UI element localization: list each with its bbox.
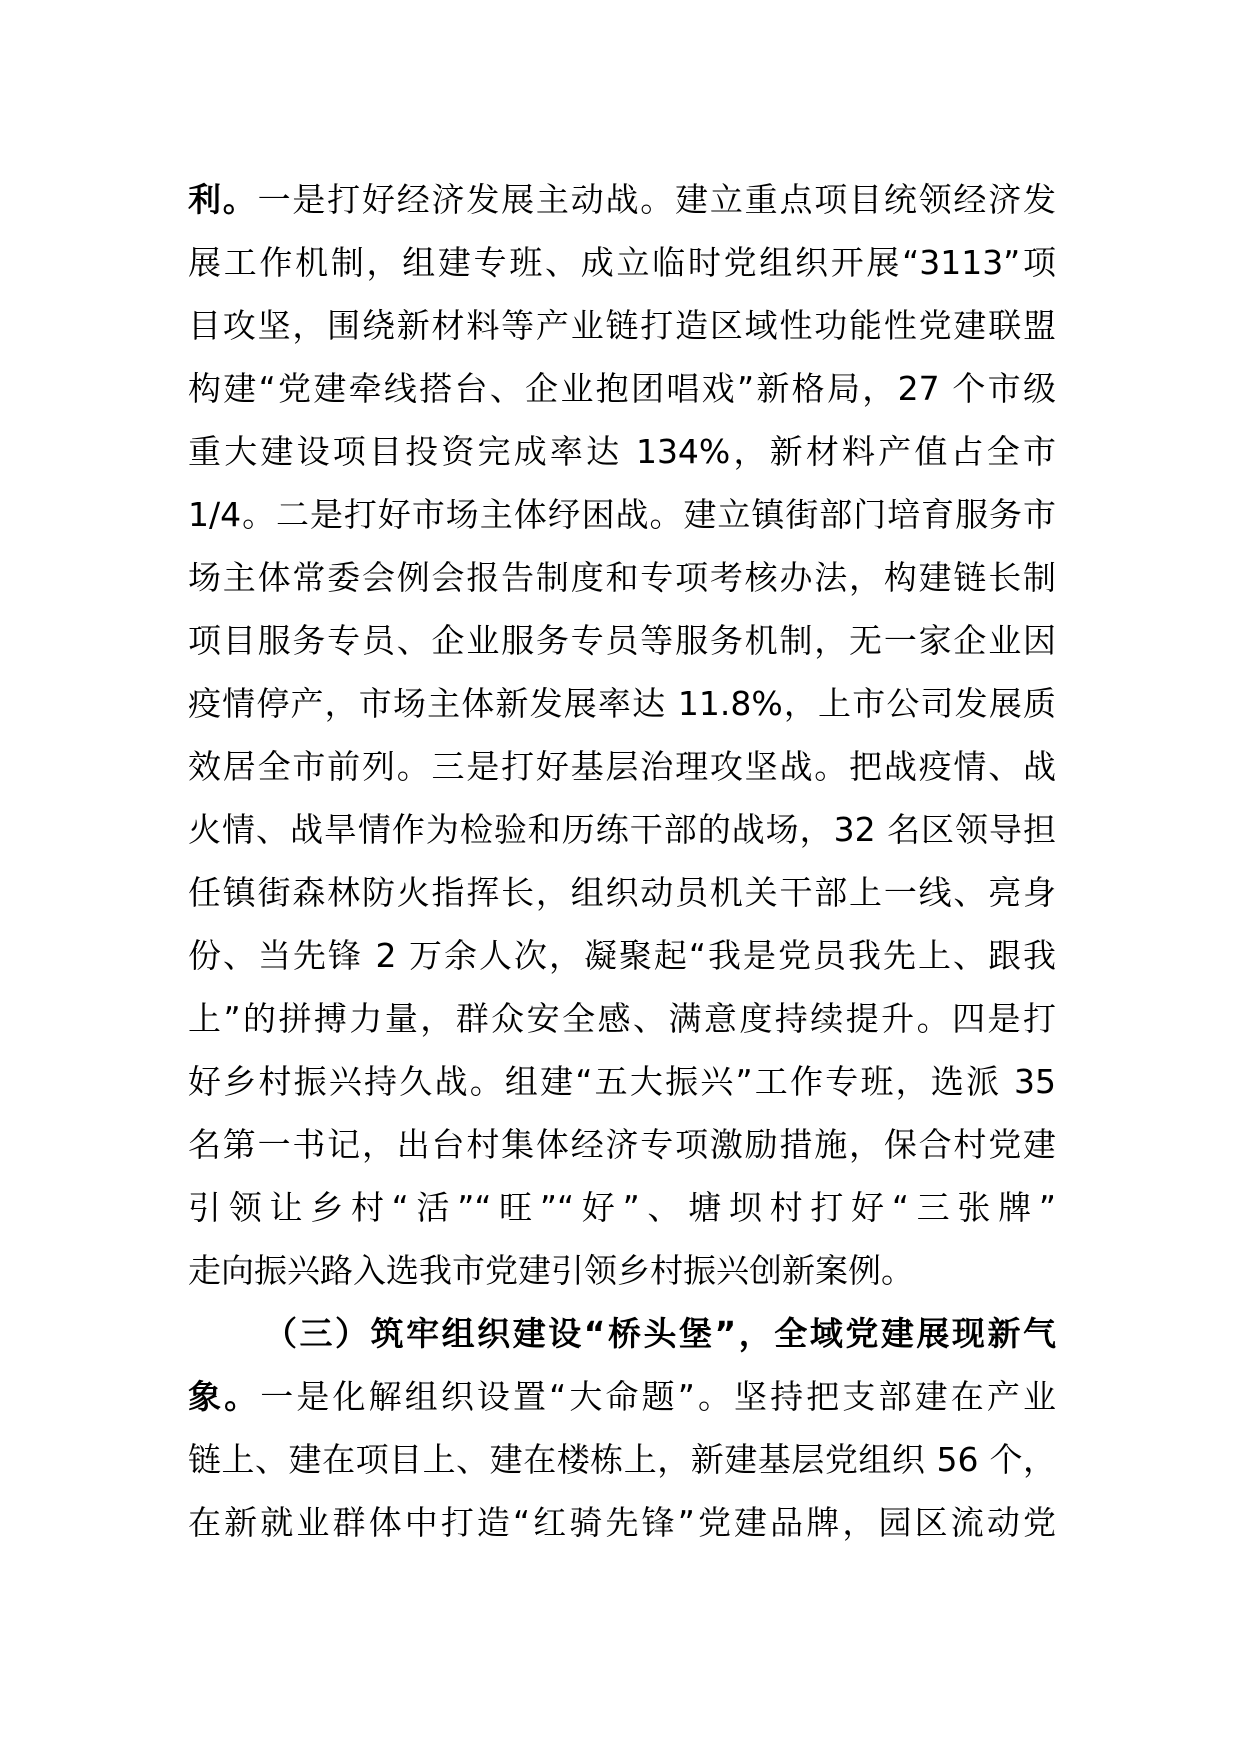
paragraph-line-12 [188, 863, 1056, 923]
body-text: 任镇街森林防火指挥长，组织动员机关干部上一线、亮身 [188, 873, 1056, 912]
body-text: 一是打好经济发展主动战。建立重点项目统领经济发 [257, 180, 1057, 219]
paragraph-line-1 [188, 170, 1056, 230]
paragraph-line-22 [188, 1493, 1056, 1553]
paragraph-line-7 [188, 548, 1056, 608]
paragraph-line-18 [188, 1241, 1056, 1301]
body-text: 一是化解组织设置“大命题”。坚持把支部建在产业 [260, 1377, 1056, 1416]
paragraph-line-11 [188, 800, 1056, 860]
paragraph-line-16 [188, 1115, 1056, 1175]
body-text: 上”的拼搏力量，群众安全感、满意度持续提升。四是打 [188, 999, 1056, 1038]
paragraph-line-10 [188, 737, 1056, 797]
bold-text: 利。 [188, 180, 258, 219]
paragraph-line-5 [188, 422, 1056, 482]
body-text: 好乡村振兴持久战。组建“五大振兴”工作专班，选派 35 [188, 1062, 1056, 1101]
paragraph-line-8 [188, 611, 1056, 671]
body-text: 1/4。二是打好市场主体纾困战。建立镇街部门培育服务市 [188, 495, 1056, 534]
paragraph-line-14 [188, 989, 1056, 1049]
body-text: 疫情停产，市场主体新发展率达 11.8%，上市公司发展质 [188, 684, 1056, 723]
section-heading-line [188, 1304, 1056, 1364]
body-text: 链上、建在项目上、建在楼栋上，新建基层党组织 56 个， [188, 1440, 1056, 1479]
body-text: 场主体常委会例会报告制度和专项考核办法，构建链长制 [188, 558, 1056, 597]
body-text: 引领让乡村“活”“旺”“好”、塘坝村打好“三张牌” [188, 1188, 1056, 1227]
paragraph-line-13 [188, 926, 1056, 986]
paragraph-line-15 [188, 1052, 1056, 1112]
body-text: 目攻坚，围绕新材料等产业链打造区域性功能性党建联盟 [188, 306, 1056, 345]
body-text: 展工作机制，组建专班、成立临时党组织开展“3113”项 [188, 243, 1056, 282]
paragraph-line-20 [188, 1367, 1056, 1427]
paragraph-line-3 [188, 296, 1056, 356]
body-text: 效居全市前列。三是打好基层治理攻坚战。把战疫情、战 [188, 747, 1056, 786]
body-text: 名第一书记，出台村集体经济专项激励措施，保合村党建 [188, 1125, 1056, 1164]
body-text: 项目服务专员、企业服务专员等服务机制，无一家企业因 [188, 621, 1056, 660]
paragraph-line-17 [188, 1178, 1056, 1238]
body-text: 走向振兴路入选我市党建引领乡村振兴创新案例。 [188, 1251, 914, 1290]
paragraph-line-21 [188, 1430, 1056, 1490]
body-text: 火情、战旱情作为检验和历练干部的战场，32 名区领导担 [188, 810, 1056, 849]
paragraph-line-9 [188, 674, 1056, 734]
paragraph-line-4 [188, 359, 1056, 419]
paragraph-line-6 [188, 485, 1056, 545]
paragraph-line-2 [188, 233, 1056, 293]
section-heading: （三）筑牢组织建设“桥头堡”，全域党建展现新气 [264, 1314, 1056, 1353]
body-text: 构建“党建牵线搭台、企业抱团唱戏”新格局，27 个市级 [188, 369, 1056, 408]
bold-text: 象。 [188, 1377, 261, 1416]
body-text: 在新就业群体中打造“红骑先锋”党建品牌，园区流动党 [188, 1503, 1056, 1542]
body-text: 重大建设项目投资完成率达 134%，新材料产值占全市 [188, 432, 1056, 471]
body-text: 份、当先锋 2 万余人次，凝聚起“我是党员我先上、跟我 [188, 936, 1056, 975]
